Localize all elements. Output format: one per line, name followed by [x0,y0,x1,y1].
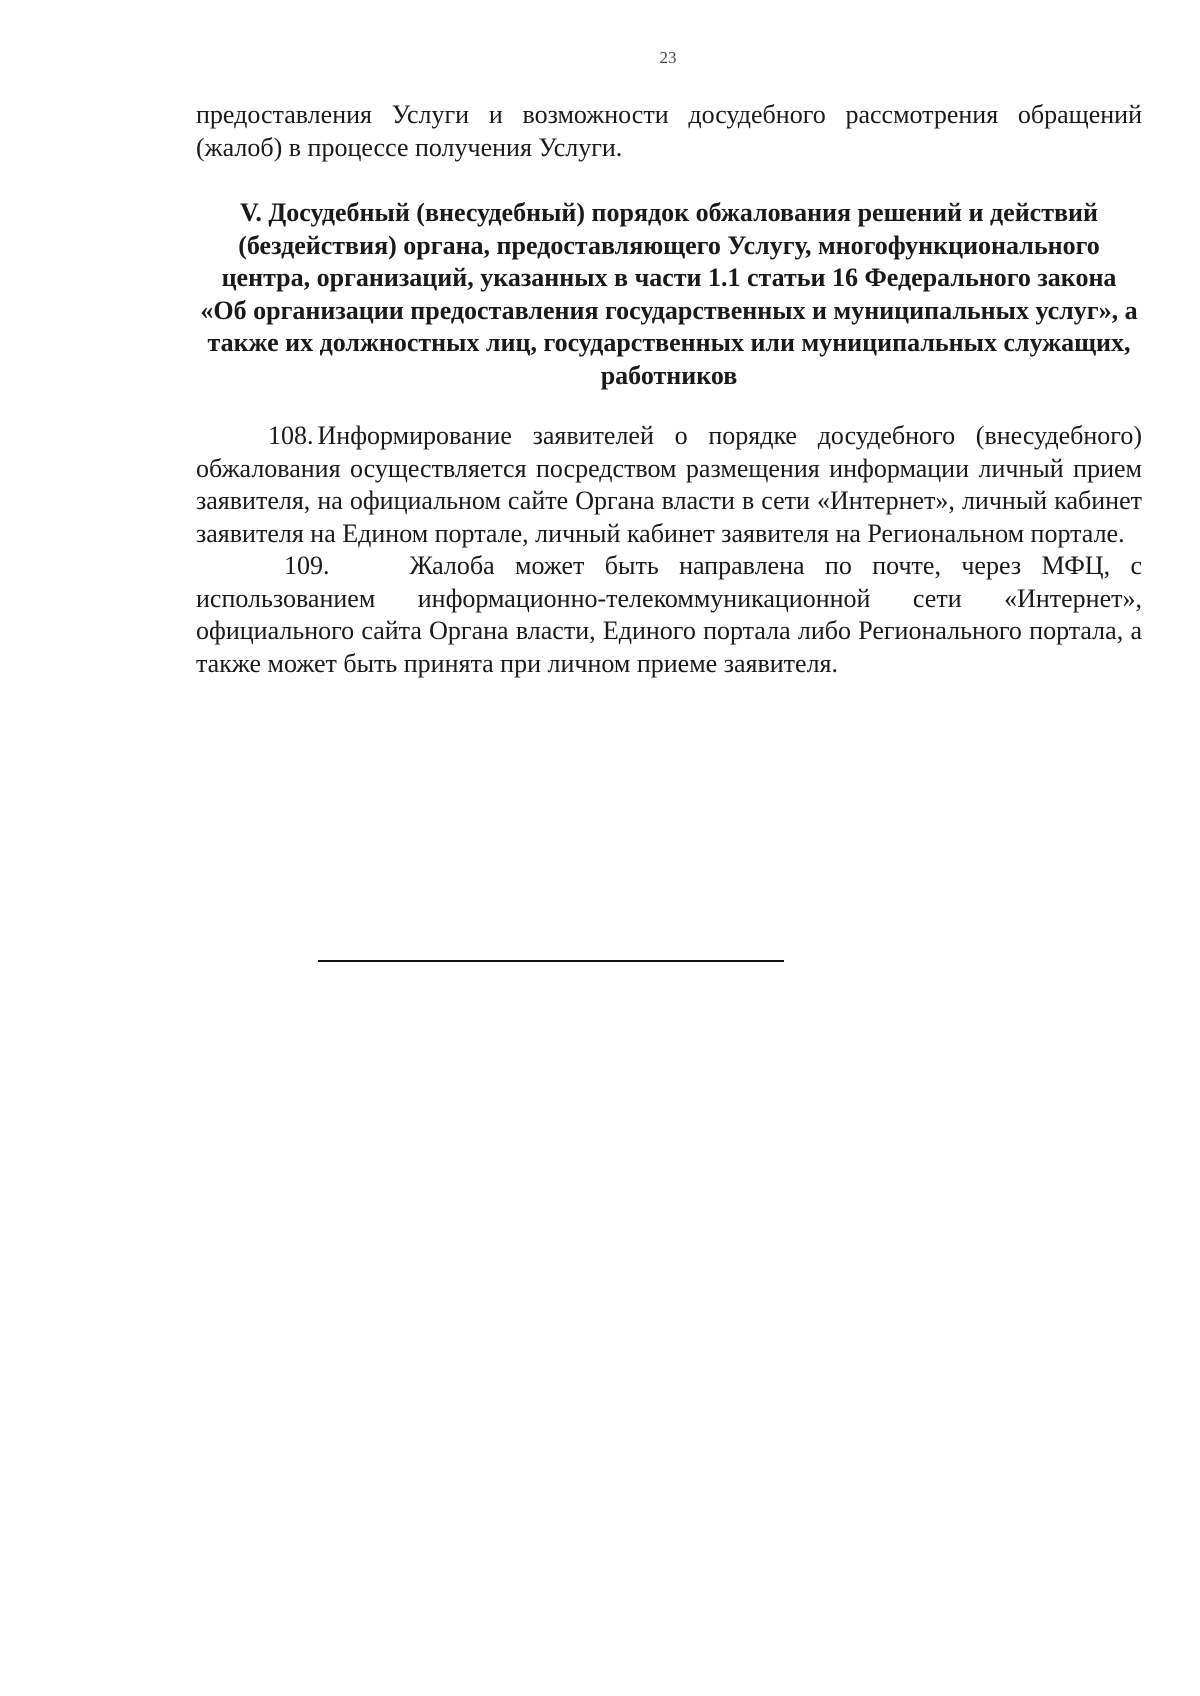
paragraph-108 [196,420,1142,550]
paragraph-109 [196,550,1142,680]
paragraph-text: Информирование заявителей о порядке досудебного (внесудебного) обжалования осуществляется посредством размещения информации личный прием заявителя, на официальном сайте Органа власти в сети «Интернет», личный кабинет заявителя на Едином портале, личный кабинет заявителя на Региональном портале. [196,421,1142,548]
end-of-document-rule [318,960,784,962]
paragraph-list [196,420,1142,680]
continuation-text: предоставления Услуги и возможности досудебного рассмотрения обращений (жалоб) в процессе получения Услуги. [196,100,1142,162]
paragraph-number: 109. [284,551,330,580]
page-number: 23 [659,48,677,67]
section-heading: V. Досудебный (внесудебный) порядок обжалования решений и действий (бездействия) органа, предоставляющего Услугу, многофункционального центра, организаций, указанных в части 1.1 статьи 16 Федерального закона «Об организации предоставления государственных и муниципальных услуг», а также их должностных лиц, государственных или муниципальных служащих, работников [200,198,1138,390]
paragraph-text: Жалоба может быть направлена по почте, через МФЦ, с использованием информационно-телекоммуникационной сети «Интернет», официального сайта Органа власти, Единого портала либо Регионального портала, а также может быть принята при личном приеме заявителя. [196,551,1142,678]
paragraph-number: 108. [268,421,314,450]
